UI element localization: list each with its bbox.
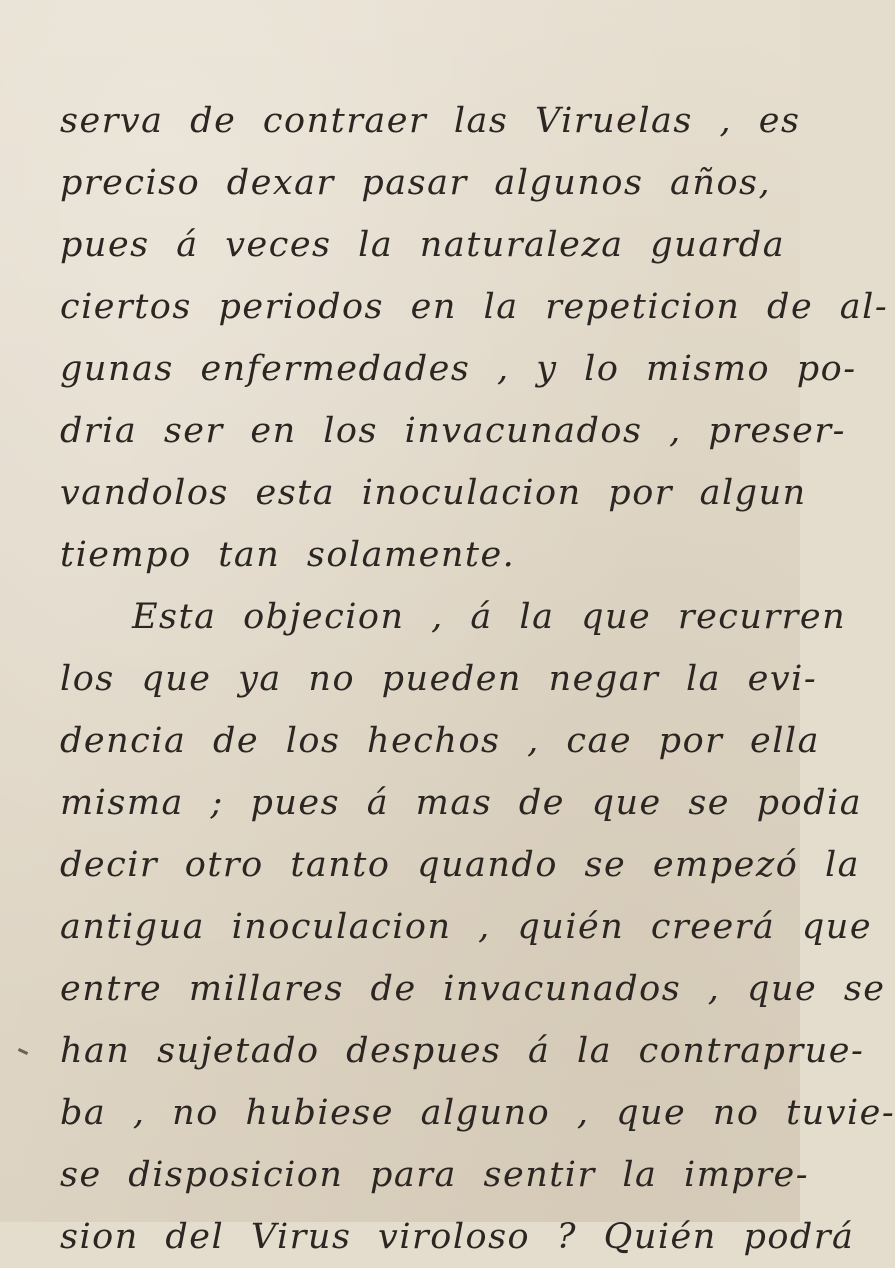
text-line-2: preciso dexar pasar algunos años,: [60, 163, 772, 203]
page-text: [60, 90, 895, 1268]
margin-ink-mark: [18, 1048, 28, 1055]
text-line-17: ba , no hubiese alguno , que no tuvie-: [60, 1093, 895, 1133]
text-line-3: pues á veces la naturaleza guarda: [60, 225, 786, 265]
paragraph-start-line: Esta objecion , á la que recurren: [132, 597, 847, 637]
text-line-5: gunas enfermedades , y lo mismo po-: [60, 349, 857, 389]
text-line-18: se disposicion para sentir la impre-: [60, 1155, 810, 1195]
text-line-4: ciertos periodos en la repeticion de al-: [60, 287, 889, 327]
text-line-15: entre millares de invacunados , que se: [60, 969, 886, 1009]
text-line-14: antigua inoculacion , quién creerá que: [60, 907, 873, 947]
text-line-19: sion del Virus viroloso ? Quién podrá: [60, 1217, 855, 1257]
text-line-16: han sujetado despues á la contraprue-: [60, 1031, 865, 1071]
text-line-8: tiempo tan solamente.: [60, 535, 516, 575]
text-line-11: dencia de los hechos , cae por ella: [60, 721, 820, 761]
text-line-6: dria ser en los invacunados , preser-: [60, 411, 846, 451]
text-line-1: serva de contraer las Viruelas , es: [60, 101, 801, 141]
text-line-10: los que ya no pueden negar la evi-: [60, 659, 818, 699]
text-line-12: misma ; pues á mas de que se podia: [60, 783, 863, 823]
text-line-13: decir otro tanto quando se empezó la: [60, 845, 861, 885]
text-line-7: vandolos esta inoculacion por algun: [60, 473, 807, 513]
